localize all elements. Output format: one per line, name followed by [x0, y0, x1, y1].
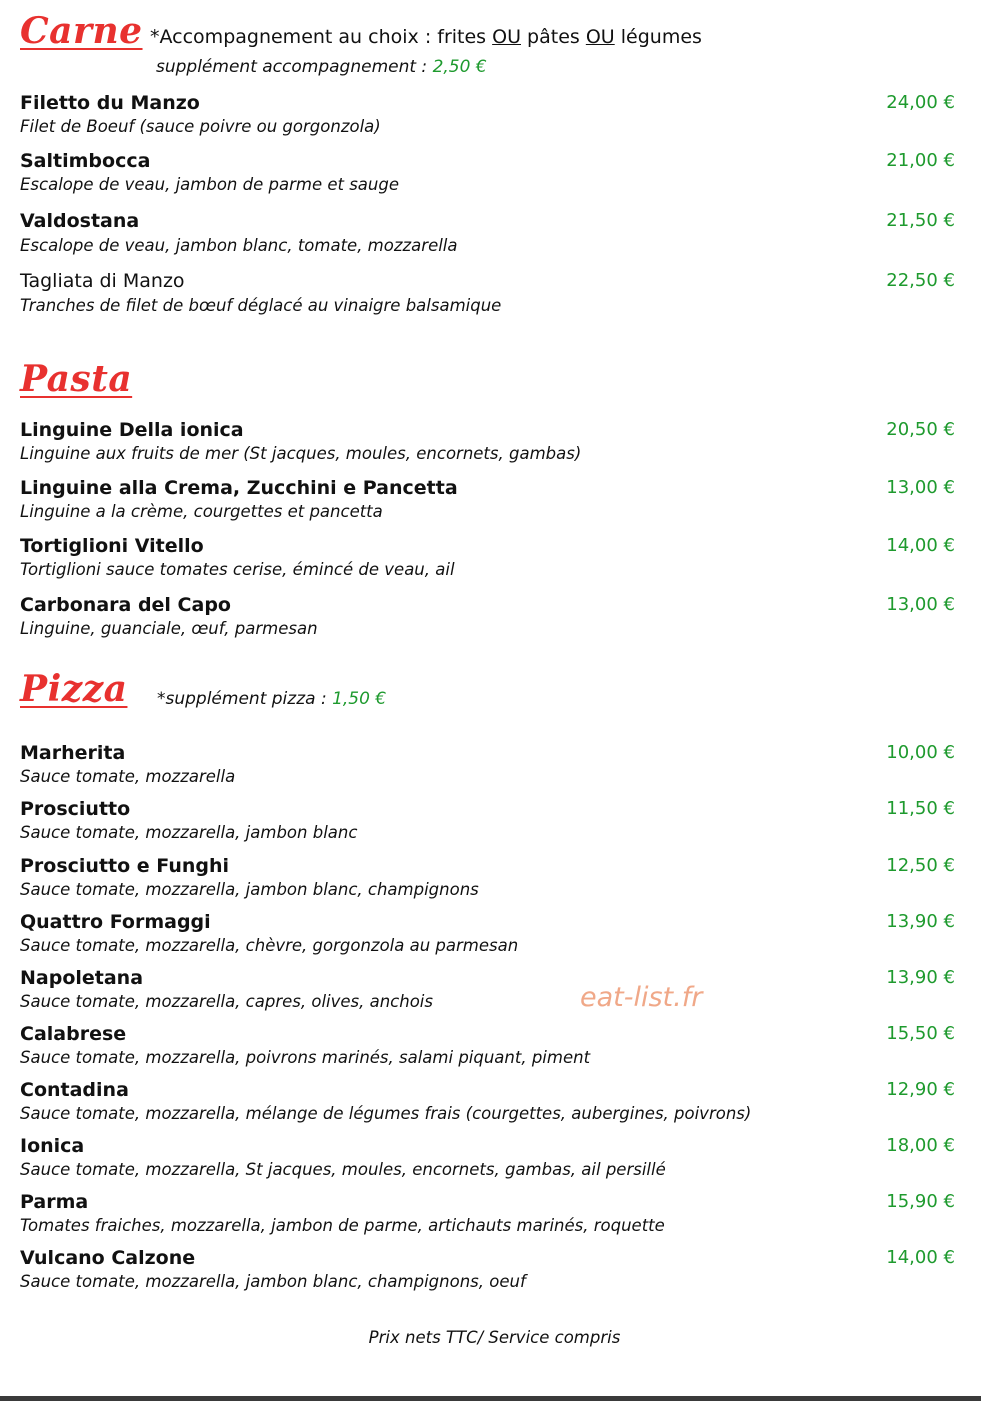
item-description: Linguine aux fruits de mer (St jacques, moules, encornets, gambas): [20, 444, 582, 463]
item-name: Contadina: [20, 1079, 129, 1101]
menu-item: [20, 1190, 955, 1238]
item-name: Linguine Della ionica: [20, 419, 244, 441]
item-name: Filetto du Manzo: [20, 92, 200, 114]
item-price: 14,00 €: [886, 535, 955, 556]
section-title-carne: Carne: [20, 10, 143, 52]
bottom-border: [0, 1396, 981, 1401]
item-price: 12,90 €: [886, 1079, 955, 1100]
item-description: Sauce tomate, mozzarella, poivrons marinés, salami piquant, piment: [20, 1048, 591, 1067]
menu-item: [20, 854, 955, 902]
item-description: Tranches de filet de bœuf déglacé au vinaigre balsamique: [20, 296, 502, 315]
item-name: Ionica: [20, 1135, 85, 1157]
item-description: Linguine a la crème, courgettes et pancetta: [20, 502, 383, 521]
item-name: Napoletana: [20, 967, 144, 989]
menu-item: [20, 476, 955, 524]
item-price: 21,50 €: [886, 210, 955, 231]
item-price: 10,00 €: [886, 742, 955, 763]
menu-item: [20, 534, 955, 582]
watermark: eat-list.fr: [580, 982, 703, 1013]
menu-item: [20, 269, 955, 318]
item-price: 24,00 €: [886, 92, 955, 113]
item-price: 14,00 €: [886, 1247, 955, 1268]
item-description: Linguine, guanciale, œuf, parmesan: [20, 619, 318, 638]
item-description: Sauce tomate, mozzarella, St jacques, moules, encornets, gambas, ail persillé: [20, 1160, 666, 1179]
menu-item: [20, 149, 955, 197]
item-description: Escalope de veau, jambon blanc, tomate, mozzarella: [20, 236, 458, 255]
item-name: Vulcano Calzone: [20, 1247, 196, 1269]
menu-item: [20, 1134, 955, 1182]
item-description: Filet de Boeuf (sauce poivre ou gorgonzola): [20, 117, 381, 136]
item-price: 21,00 €: [886, 150, 955, 171]
item-price: 22,50 €: [886, 270, 955, 291]
item-description: Tortiglioni sauce tomates cerise, émincé de veau, ail: [20, 560, 455, 579]
item-price: 15,50 €: [886, 1023, 955, 1044]
item-name: Calabrese: [20, 1023, 127, 1045]
item-name: Carbonara del Capo: [20, 594, 231, 616]
item-name: Tagliata di Manzo: [20, 270, 185, 292]
menu-item: [20, 91, 955, 139]
menu-item: [20, 418, 955, 466]
item-description: Sauce tomate, mozzarella, chèvre, gorgonzola au parmesan: [20, 936, 519, 955]
pizza-supplement: *supplément pizza : 1,50 €: [157, 689, 387, 709]
section-title-pizza: Pizza: [20, 668, 128, 710]
menu-item: [20, 1078, 955, 1126]
item-price: 15,90 €: [886, 1191, 955, 1212]
item-description: Sauce tomate, mozzarella, mélange de légumes frais (courgettes, aubergines, poivrons): [20, 1104, 752, 1123]
item-price: 13,00 €: [886, 477, 955, 498]
item-price: 11,50 €: [886, 798, 955, 819]
item-price: 18,00 €: [886, 1135, 955, 1156]
item-name: Linguine alla Crema, Zucchini e Pancetta: [20, 477, 458, 499]
menu-item: [20, 797, 955, 845]
item-price: 13,90 €: [886, 911, 955, 932]
menu-item: [20, 966, 955, 1014]
item-price: 13,90 €: [886, 967, 955, 988]
item-description: Sauce tomate, mozzarella, capres, olives, anchois: [20, 992, 433, 1011]
menu-item: [20, 910, 955, 958]
item-description: Sauce tomate, mozzarella, jambon blanc: [20, 823, 358, 842]
accompaniment-supplement: supplément accompagnement : 2,50 €: [156, 57, 487, 77]
item-name: Prosciutto: [20, 798, 131, 820]
item-description: Sauce tomate, mozzarella: [20, 767, 236, 786]
item-name: Saltimbocca: [20, 150, 151, 172]
menu-item: [20, 209, 955, 258]
item-price: 13,00 €: [886, 594, 955, 615]
item-description: Escalope de veau, jambon de parme et sauge: [20, 175, 400, 194]
menu-item: [20, 741, 955, 789]
item-name: Quattro Formaggi: [20, 911, 211, 933]
item-description: Sauce tomate, mozzarella, jambon blanc, champignons: [20, 880, 479, 899]
item-name: Marherita: [20, 742, 126, 764]
item-name: Prosciutto e Funghi: [20, 855, 230, 877]
section-title-pasta: Pasta: [20, 358, 133, 400]
item-name: Parma: [20, 1191, 89, 1213]
menu-item: [20, 1022, 955, 1070]
menu-item: [20, 1246, 955, 1294]
item-name: Tortiglioni Vitello: [20, 535, 204, 557]
item-description: Sauce tomate, mozzarella, jambon blanc, champignons, oeuf: [20, 1272, 526, 1291]
accompaniment-note: *Accompagnement au choix : frites OU pâtes OU légumes: [150, 26, 702, 48]
menu-item: [20, 593, 955, 641]
item-price: 20,50 €: [886, 419, 955, 440]
item-name: Valdostana: [20, 210, 140, 232]
item-description: Tomates fraiches, mozzarella, jambon de parme, artichauts marinés, roquette: [20, 1216, 665, 1235]
item-price: 12,50 €: [886, 855, 955, 876]
footer-note: Prix nets TTC/ Service compris: [368, 1328, 621, 1347]
